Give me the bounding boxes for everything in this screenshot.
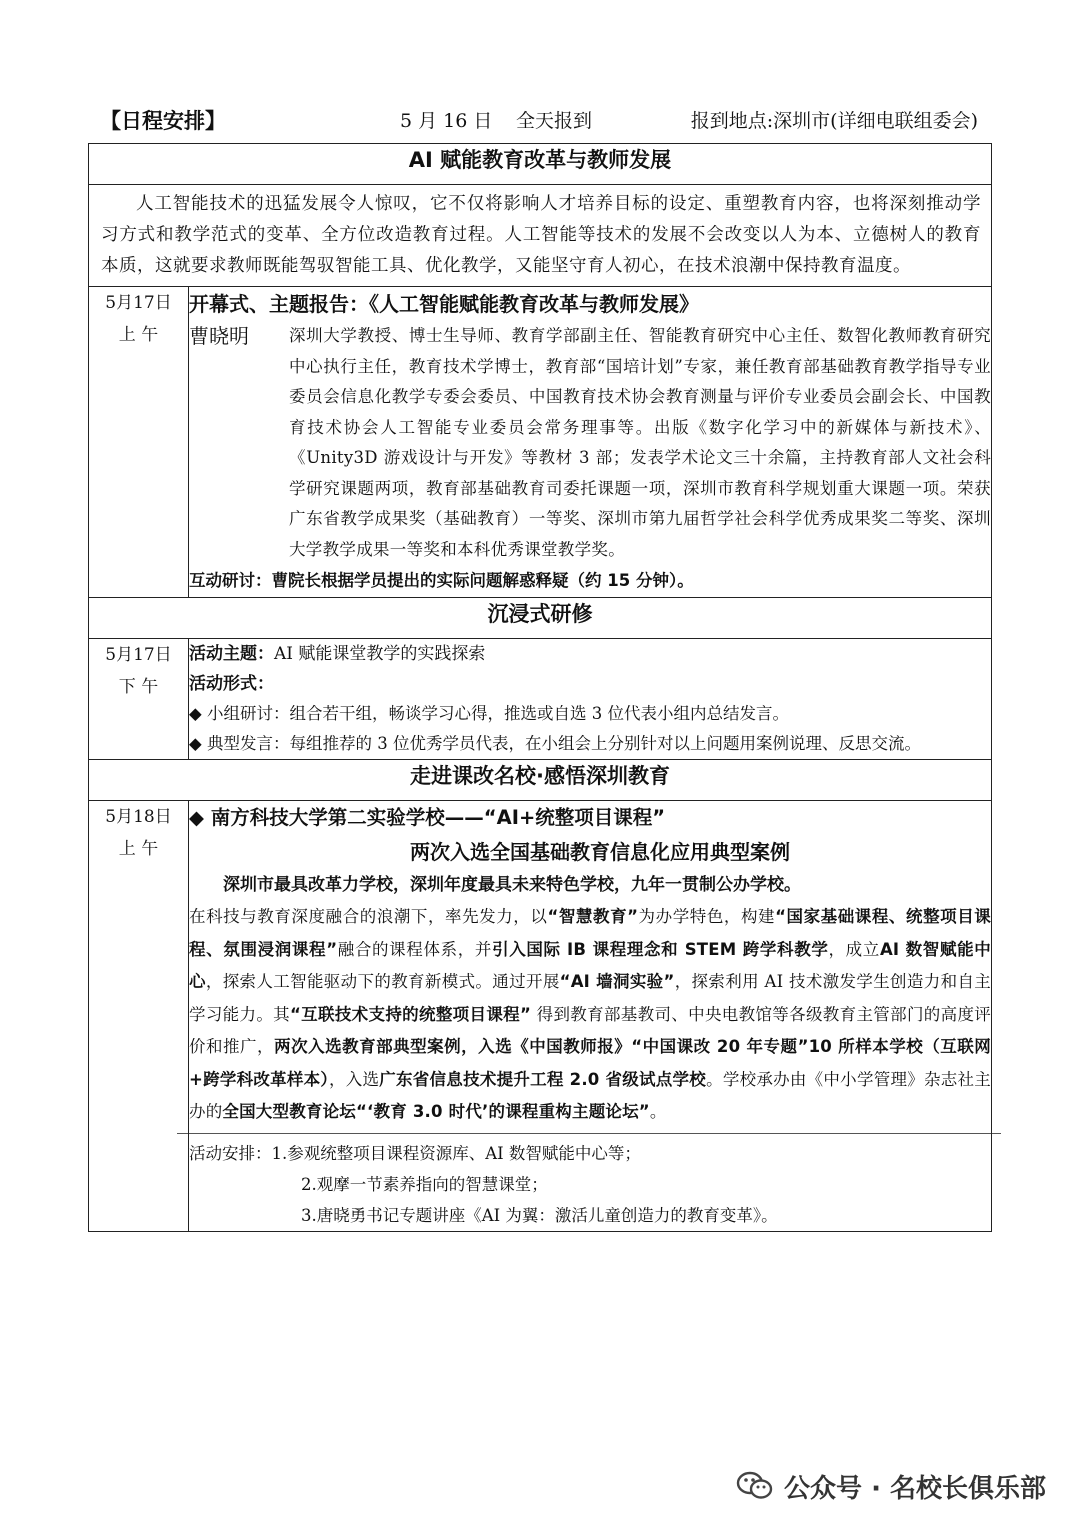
section-heading-immersive: 沉浸式研修 (89, 598, 992, 639)
date-cell-may17-pm (89, 639, 189, 760)
bullet-item (189, 729, 991, 759)
theme-value: AI 赋能课堂教学的实践探索 (274, 644, 486, 664)
workshop-cell (189, 639, 992, 760)
date-label: 5月18日 (105, 807, 172, 827)
text-run-bold: 广东省信息技术提升工程 2.0 省级试点学校 (379, 1069, 707, 1089)
activity-plan (189, 1138, 991, 1231)
checkin-date: 5 月 16 日 (400, 110, 493, 132)
date-cell-may17-am (89, 287, 189, 598)
plan-first-line (189, 1138, 991, 1169)
activity-theme (189, 639, 991, 669)
speaker-name: 曹晓明 (189, 324, 249, 348)
keynote-title: 开幕式、主题报告：《人工智能赋能教育改革与教师发展》 (189, 292, 699, 316)
schedule-title: 【日程安排】 (100, 109, 226, 133)
theme-label: 活动主题： (189, 644, 274, 664)
plan-item: 3.唐晓勇书记专题讲座《AI 为翼：激活儿童创造力的教育变革》。 (301, 1205, 778, 1225)
school-lead: 深圳市最具改革力学校，深圳年度最具未来特色学校，九年一贯制公办学校。 (223, 875, 801, 895)
section-heading-school-visit: 走进课改名校·感悟深圳教育 (89, 760, 992, 801)
diamond-bullet-icon: ◆ (189, 734, 202, 753)
section-heading-ai-education: AI 赋能教育改革与教师发展 (89, 144, 992, 185)
text-run: 在科技与教育深度融合的浪潮下，率先发力，以 (189, 907, 548, 926)
wechat-icon (736, 1470, 774, 1502)
text-run-bold: “AI 墙洞实验” (559, 972, 675, 991)
section-intro-cell (89, 185, 992, 287)
text-run-bold: “互联技术支持的统整项目课程” (290, 1004, 532, 1024)
school-subtitle: 两次入选全国基础教育信息化应用典型案例 (410, 840, 790, 864)
date-label: 5月17日 (105, 645, 172, 665)
interactive-session: 互动研讨：曹院长根据学员提出的实际问题解惑释疑（约 15 分钟）。 (189, 571, 694, 590)
section-intro: 人工智能技术的迅猛发展令人惊叹，它不仅将影响人才培养目标的设定、重塑教育内容，也将深刻推动学习方式和教学范式的变革、全方位改造教育过程。人工智能等技术的发展不会改变以人为本、立德树人的教育本质，这就要求教师既能驾驭智能工具、优化教学，又能坚守育人初心，在技术浪潮中保持教育温度。 (101, 194, 981, 276)
school-description (189, 901, 991, 1129)
text-run-bold: “智慧教育” (547, 907, 639, 926)
text-run: 融合的课程体系，并 (337, 939, 493, 959)
divider (177, 1133, 1001, 1134)
diamond-bullet-icon: ◆ (189, 704, 202, 723)
checkin-note: 全天报到 (516, 110, 593, 132)
bullet-text: 典型发言：每组推荐的 3 位优秀学员代表，在小组会上分别针对以上问题用案例说理、反思交流。 (206, 734, 921, 753)
schedule-header (100, 104, 990, 138)
text-run: 得到教育部基教司、中央电教馆等各级教育主管部门的高度评价和推广， (189, 1004, 991, 1056)
text-run: ，探索利用 AI 技术激发学生创造力和自主学习能力。其 (189, 972, 991, 1024)
text-run: 。 (649, 1102, 667, 1121)
text-run-bold: “国家基础课程、统整项目课程、氛围浸润课程” (189, 907, 991, 959)
footer-watermark (736, 1466, 1046, 1506)
plan-label: 活动安排： (189, 1143, 272, 1163)
activity-form (189, 669, 991, 699)
bullet-item (189, 699, 991, 729)
speaker-bio: 深圳大学教授、博士生导师、教育学部副主任、智能教育研究中心主任、数智化教师教育研究中心执行主任，教育技术学博士，教育部“国培计划”专家，兼任教育部基础教育教学指导专业委员会信息化教学专委会委员、中国教育技术协会教育测量与评价专业委员会副会长、中国教育技术协会人工智能专业委员会常务理事等。出版《数字化学习中的新媒体与新技术》、《Unity3D 游戏设计与开发》等教材 3 部；发表学术论文三十余篇，主持教育部人文社会科学研究课题两项，教育部基础教育司委托课题一项，深圳市教育科学规划重大课题一项。荣获广东省教学成果奖（基础教育）一等奖、深圳市第九届哲学社会科学优秀成果奖二等奖、深圳大学教学成果一等奖和本科优秀课堂教学奖。 (289, 326, 991, 559)
keynote-cell (189, 287, 992, 598)
text-run-bold: AI 数智赋能中心 (189, 939, 991, 991)
speaker-row (189, 321, 991, 565)
school-title: ◆ 南方科技大学第二实验学校——“AI+统整项目课程” (189, 806, 666, 829)
form-label: 活动形式： (189, 674, 274, 694)
text-run: 。学校承办由《中小学管理》杂志社主办的 (189, 1069, 991, 1121)
footer-brand: 公众号 · 名校长俱乐部 (784, 1473, 1046, 1504)
schedule-table (88, 143, 992, 1232)
text-run: ，成立 (828, 939, 880, 959)
time-of-day: 下 午 (118, 677, 159, 697)
text-run: 为办学特色，构建 (638, 907, 776, 926)
checkin-location: 报到地点:深圳市(详细电联组委会) (690, 110, 978, 132)
date-label: 5月17日 (105, 293, 172, 313)
school-visit-cell (189, 801, 992, 1232)
time-of-day: 上 午 (118, 325, 159, 345)
bullet-text: 小组研讨：组合若干组，畅谈学习心得，推选或自选 3 位代表小组内总结发言。 (206, 704, 789, 723)
text-run-bold: 全国大型教育论坛“‘教育 3.0 时代’的课程重构主题论坛” (222, 1102, 650, 1121)
date-cell-may18-am (89, 801, 189, 1232)
plan-item: 1.参观统整项目课程资源库、AI 数智赋能中心等； (271, 1143, 641, 1163)
plan-item: 2.观摩一节素养指向的智慧课堂； (301, 1174, 548, 1194)
text-run-bold: 引入国际 IB 课程理念和 STEM 跨学科教学 (492, 939, 829, 959)
text-run-bold: 两次入选教育部典型案例，入选《中国教师报》“中国课改 20 年专题”10 所样本学校（互联网+跨学科改革样本） (189, 1037, 992, 1089)
time-of-day: 上 午 (118, 839, 159, 859)
text-run: ，探索人工智能驱动下的教育新模式。通过开展 (205, 972, 560, 991)
text-run: ，入选 (328, 1069, 380, 1089)
